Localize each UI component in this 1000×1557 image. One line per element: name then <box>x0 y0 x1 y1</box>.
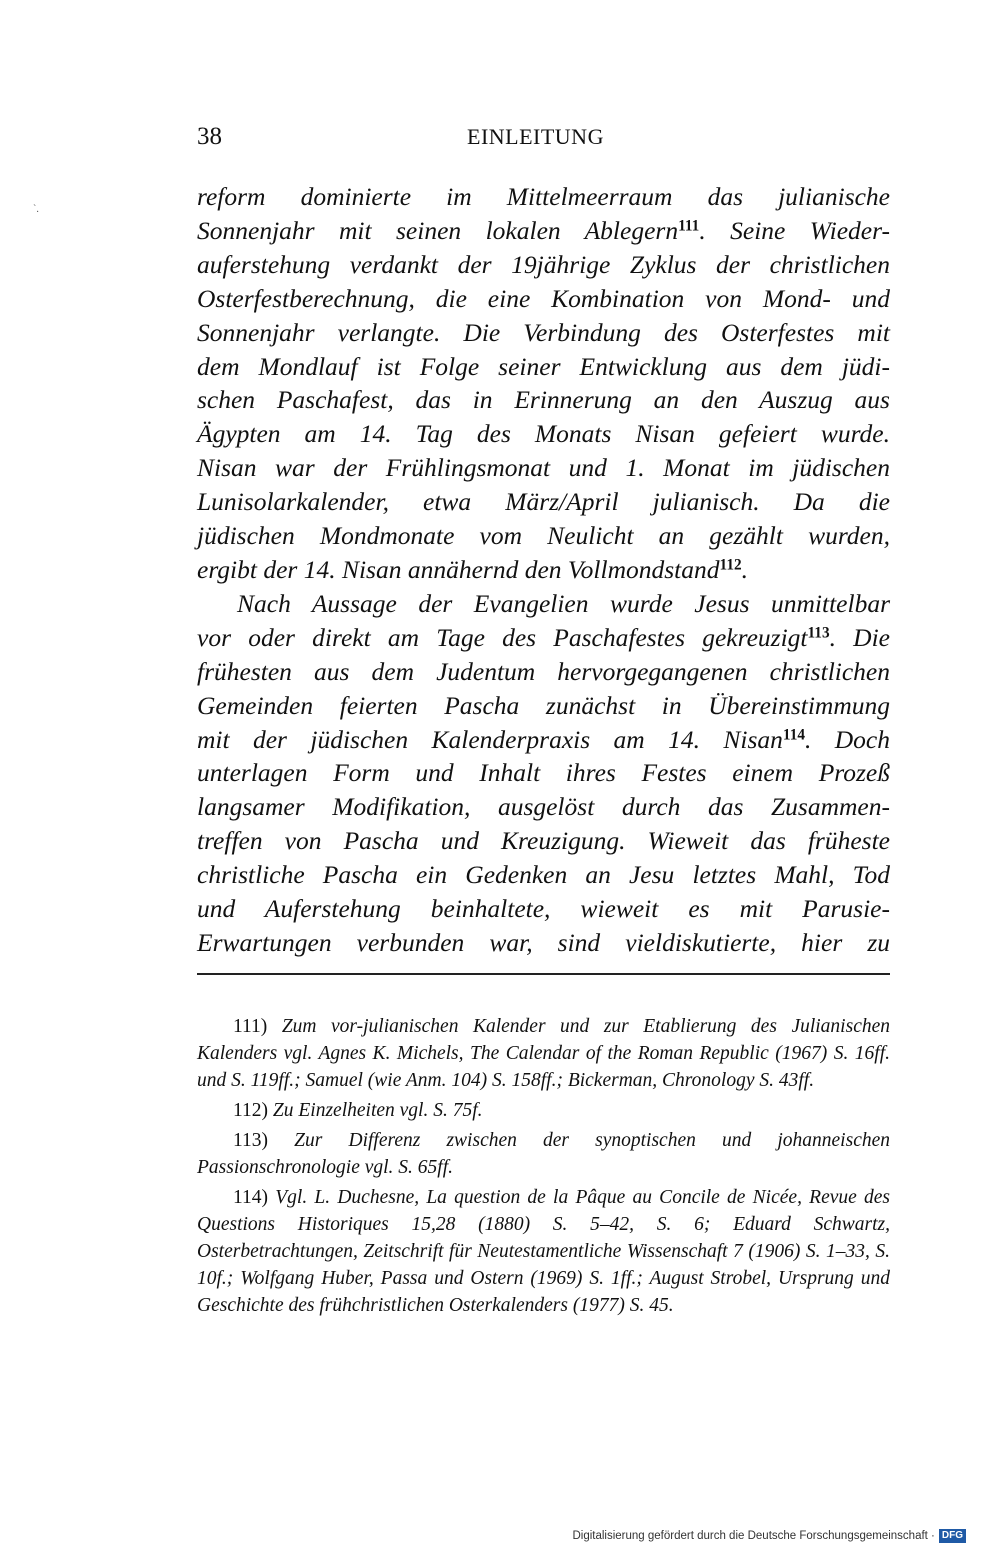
page-number: 38 <box>197 123 222 150</box>
text-line: langsamer Modifikation, ausgelöst durch das Zusammen- <box>197 792 890 822</box>
text-line: dem Mondlauf ist Folge seiner Entwicklung aus dem jüdi- <box>197 351 890 381</box>
text-line: auferstehung verdankt der 19jährige Zyklus der christlichen <box>197 249 890 279</box>
footnote-number: 111) <box>233 1016 268 1037</box>
footnote-number: 114) <box>233 1187 269 1208</box>
text-line: frühesten aus dem Judentum hervorgegangenen christlichen <box>197 656 890 686</box>
digitization-credit <box>572 1529 966 1543</box>
text-line: schen Paschafest, das in Erinnerung an den Auszug aus <box>197 385 890 415</box>
text-line: Sonnenjahr mit seinen lokalen Ablegern$^{111}$. Seine Wieder- <box>197 215 890 245</box>
text-line: jüdischen Mondmonate vom Neulicht an gezählt wurden, <box>197 521 890 551</box>
footnote-ref-111[interactable]: 111 <box>678 217 700 235</box>
footnote-text: Zum vor-julianischen Kalender und zur Etablierung des Julianischen Kalenders vgl. Agnes K. Michels, The Calendar of the Roman Republic (1967) S. 16ff. und S. 119ff.; Samuel (wie Anm. 104) S. 158ff.; Bickerman, Chronology S. 43ff. <box>197 1016 891 1091</box>
text-line: Gemeinden feierten Pascha zunächst in Übereinstimmung <box>197 690 890 720</box>
credit-text: Digitalisierung gefördert durch die Deutsche Forschungsgemeinschaft · <box>572 1530 935 1542</box>
footnote-text: Zu Einzelheiten vgl. S. 75f. <box>272 1100 483 1121</box>
stray-mark: `. <box>33 204 39 215</box>
text-line: Erwartungen verbunden war, sind vieldiskutierte, hier zu <box>197 927 890 957</box>
footnote-text: Zur Differenz zwischen der synoptischen und johanneischen Passionschronologie vgl. S. 65ff. <box>197 1130 891 1178</box>
text-line: treffen von Pascha und Kreuzigung. Wieweit das früheste <box>197 826 890 856</box>
footnote-113 <box>197 1127 890 1181</box>
text-line: und Auferstehung beinhaltete, wieweit es mit Parusie- <box>197 894 890 924</box>
text-line: ergibt der 14. Nisan annähernd den Vollmondstand$^{112}$. <box>197 554 748 584</box>
text-line: mit der jüdischen Kalenderpraxis am 14. Nisan$^{114}$. Doch <box>197 724 891 754</box>
footnote-112 <box>197 1097 890 1124</box>
text-line: christliche Pascha ein Gedenken an Jesu letztes Mahl, Tod <box>197 860 890 890</box>
text-line: unterlagen Form und Inhalt ihres Festes einem Prozeß <box>197 758 890 788</box>
footnotes <box>197 1013 890 1322</box>
footnote-ref-113[interactable]: 113 <box>807 624 830 642</box>
text-line: Sonnenjahr verlangte. Die Verbindung des Osterfestes mit <box>197 317 890 347</box>
page-header <box>197 120 890 154</box>
text-line: Ägypten am 14. Tag des Monats Nisan gefeiert wurde. <box>197 419 890 449</box>
footnote-number: 112) <box>233 1100 269 1121</box>
footnote-114 <box>197 1184 890 1319</box>
text-line: Nisan war der Frühlingsmonat und 1. Monat im jüdischen <box>197 453 890 483</box>
footnote-text: Vgl. L. Duchesne, La question de la Pâque au Concile de Nicée, Revue des Questions Historiques 15,28 (1880) S. 5–42, S. 6; Eduard Schwartz, Osterbetrachtungen, Zeitschrift für Neutestamentliche Wissenschaft 7 (1906) S. 1–33, S. 10f.; Wolfgang Huber, Passa und Ostern (1969) S. 1ff.; August Strobel, Ursprung und Geschichte des frühchristlichen Osterkalenders (1977) S. 45. <box>197 1187 890 1316</box>
text-line: Lunisolarkalender, etwa März/April julianisch. Da die <box>197 487 890 517</box>
footnote-number: 113) <box>233 1130 269 1151</box>
dfg-logo[interactable]: DFG <box>939 1529 966 1543</box>
paragraph-2 <box>197 587 890 960</box>
text-line: Osterfestberechnung, die eine Kombination von Mond- und <box>197 283 890 313</box>
footnote-ref-112[interactable]: 112 <box>719 556 742 574</box>
running-head: EINLEITUNG <box>467 124 604 149</box>
paragraph-1 <box>197 180 890 587</box>
footnote-divider <box>197 973 890 975</box>
text-line: reform dominierte im Mittelmeerraum das julianische <box>197 182 890 211</box>
text-line: Nach Aussage der Evangelien wurde Jesus unmittelbar <box>237 588 890 618</box>
body-text <box>197 180 890 960</box>
footnote-ref-114[interactable]: 114 <box>782 726 805 744</box>
text-line: vor oder direkt am Tage des Paschafestes gekreuzigt$^{113}$. Die <box>197 622 891 652</box>
footnote-111 <box>197 1013 890 1094</box>
